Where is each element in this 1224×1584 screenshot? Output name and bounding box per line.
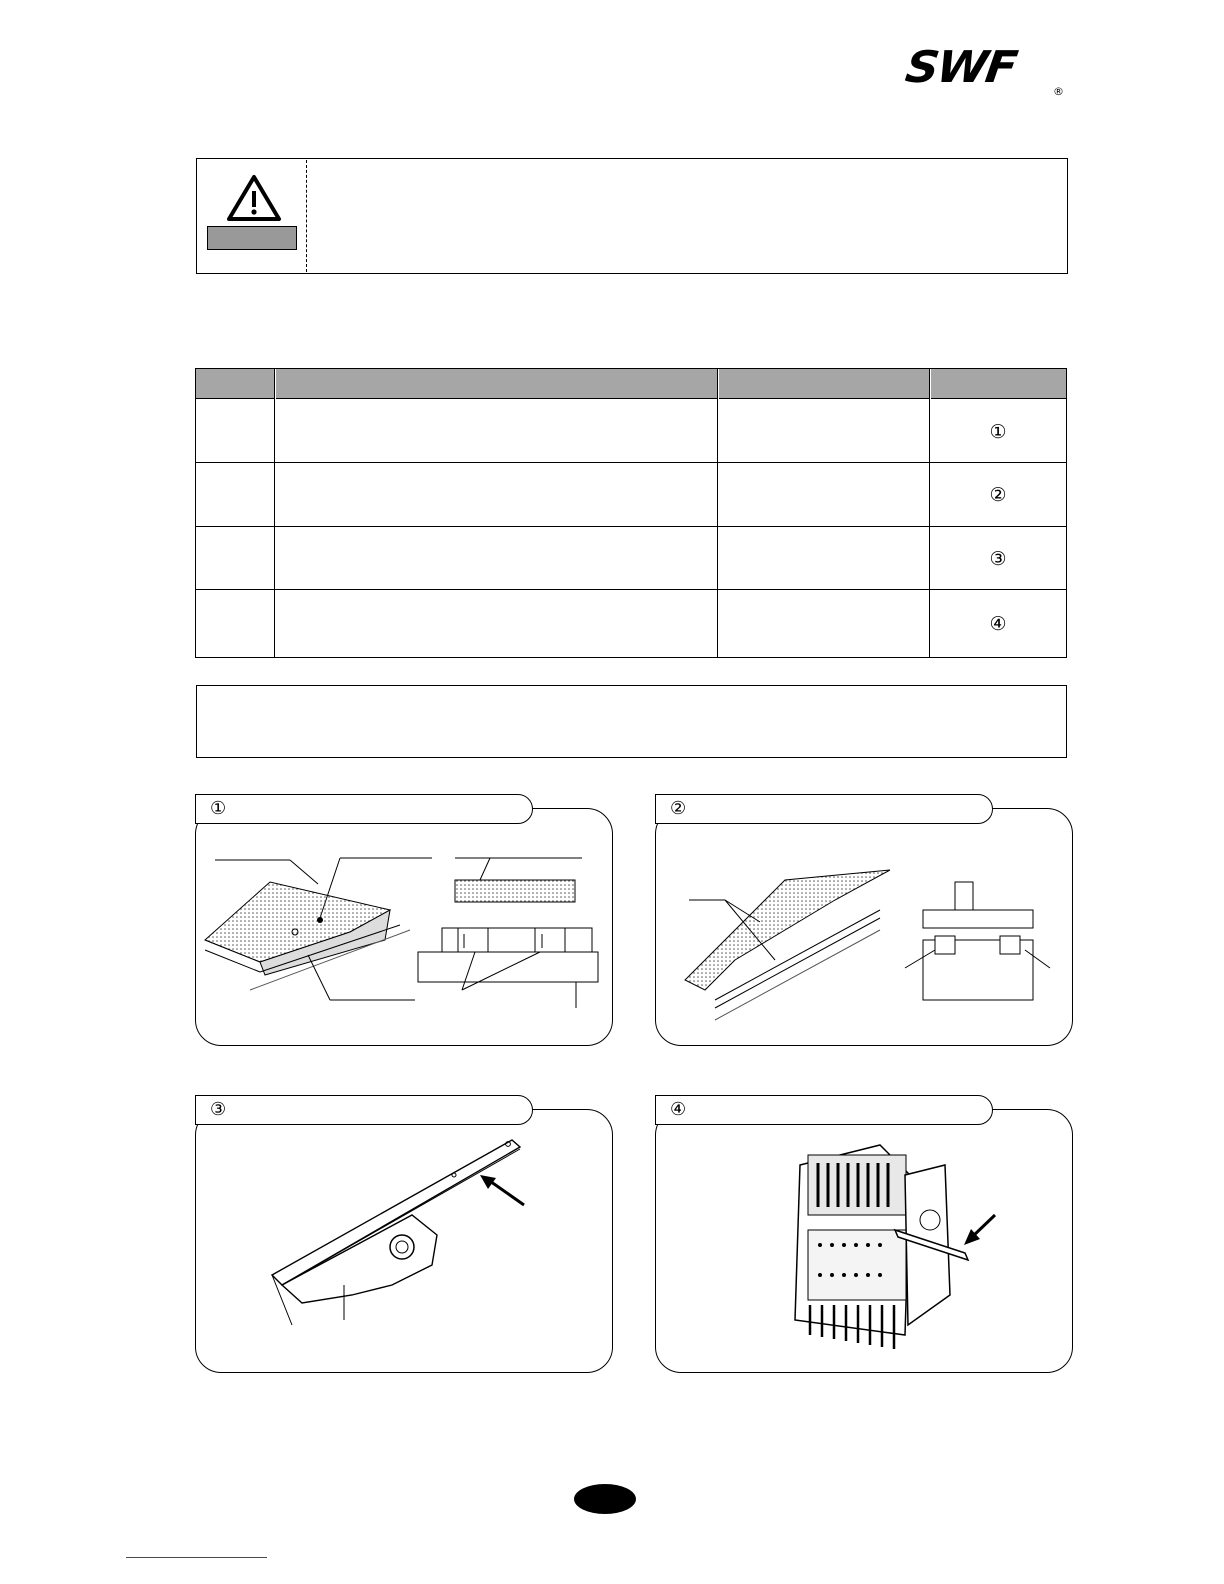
- table-header-cell: [931, 369, 1066, 399]
- figure-number-4: ④: [670, 1099, 687, 1120]
- figure-tab-2: [655, 794, 993, 824]
- figure-4-head-illustration: [780, 1135, 1020, 1365]
- caution-divider: [306, 160, 307, 272]
- table-ref-2: ②: [989, 484, 1007, 506]
- caution-box: [196, 158, 1068, 274]
- table-column-divider: [274, 369, 275, 657]
- table-ref-4: ④: [989, 613, 1007, 635]
- table-row-divider: [196, 526, 1066, 527]
- table-row-divider: [196, 462, 1066, 463]
- table-header-cell: [196, 369, 275, 399]
- figure-tab-1: [195, 794, 533, 824]
- registered-mark: ®: [1053, 85, 1064, 98]
- figure-number-1: ①: [210, 798, 227, 819]
- logo-text: SWF: [902, 41, 1019, 93]
- figure-number-3: ③: [210, 1099, 227, 1120]
- swf-logo: [902, 41, 1066, 98]
- caution-label-bar: [207, 226, 297, 250]
- figure-2-belt-illustration: [665, 840, 1060, 1035]
- table-ref-3: ③: [989, 548, 1007, 570]
- figure-number-2: ②: [670, 798, 687, 819]
- table-row-divider: [196, 589, 1066, 590]
- figure-1-belt-illustration: [200, 840, 600, 1020]
- warning-triangle-icon: [226, 174, 282, 222]
- page-number-oval: [574, 1484, 636, 1514]
- table-header-cell: [276, 369, 718, 399]
- figure-3-bar-illustration: [262, 1135, 552, 1340]
- note-box: [196, 685, 1067, 758]
- footer-link-underline: [126, 1557, 267, 1558]
- table-ref-1: ①: [989, 421, 1007, 443]
- figure-tab-4: [655, 1095, 993, 1125]
- figure-tab-3: [195, 1095, 533, 1125]
- table-column-divider: [717, 369, 718, 657]
- table-header-cell: [719, 369, 930, 399]
- parts-table: [195, 368, 1067, 658]
